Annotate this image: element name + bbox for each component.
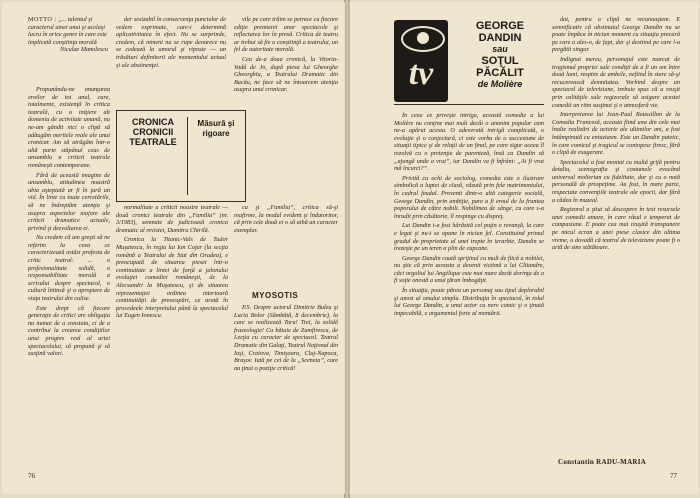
paragraph: Interpretarea lui Jean-Paul Roussillon de la Comedia Franceză, aceasta fiind una din cele mai înalte realizări de actorie ale ultimilor ani, a fost întâmpinată cu entuziasm. Este un Dandin patetic, în care comicul şi tragicul se contopesc firesc, fără o clipă de exagerare. bbox=[552, 111, 680, 157]
paragraph: Cronica la Titanic-Vals de Tudor Muşatescu, în regia lui Ion Cojar (la secţia română a Teatrului de Stat din Oradea), e preocupată de situarea piesei într-o continuitate a liniei de forţă a jalonului evoluţiei comediei româneşti, de la Alecsandri la Muşatescu, şi de situarea reprezentaţiei ordinea interioară continuităţii de preocupări, ce arată în procedeele interpretului până la spectacolul lui Eugen Ionescu. bbox=[116, 236, 228, 320]
page-number-right: 77 bbox=[670, 472, 677, 480]
paragraph: ca şi „Familia”, critica să-şi reafirme, la modul evident şi îndatoritor, că prin cele două ei o să aibă un caracter exemplar. bbox=[234, 204, 338, 234]
left-column-3-mid bbox=[234, 204, 338, 284]
title-line: sau bbox=[492, 44, 508, 54]
paragraph: Este drept că fiecare generaţie de critici are obligaţia nu numai de a constata, ci de a contribui la crearea condiţiilor unui progres real al artei spectacolului, să propună şi să susţină valori. bbox=[28, 304, 110, 358]
paragraph: Nu credem că am greşit să ne referim la ceea ce caracterizează astăzi profesia de critic teatral: ... o profesionalitate solidă, o responsabilitate morală a scrisului despre spectacol, o cultură întinsă şi o apropiere de viaţa teatrului din culise. bbox=[28, 234, 110, 303]
paragraph: Lui Dandin i-a fost hărăzită cel puţin o revanşă, la care e legat şi nu-i se opune în niciun fel. Constituind primul gradul de proprietate al unei trepte în ierarhie, Dandin se trezeşte pe un teren a plin de capcane. bbox=[394, 222, 544, 253]
section-subtitle: Măsură şi rigoare bbox=[197, 119, 235, 138]
paragraph: Cea de-a doua cronică, la Vitoria-Vadă de Jo, după piesa lui Gheorghe Gheorghiu, a Teatrului Dramatic din Bacău, ne face să ne întoarcem atenţia asupra unui cronicar. bbox=[234, 55, 338, 94]
left-column-2-top bbox=[116, 16, 226, 106]
section-header-box bbox=[116, 110, 246, 202]
right-column-1 bbox=[394, 112, 544, 462]
title-line: de Molière bbox=[477, 79, 523, 89]
paragraph: dat, pentru o clipă ne recunoaştem. E semnificativ că obstinatul George Dandin nu se poate împăca în niciun moment cu situaţia precară pe care a ales-o, de fapt, dar şi destinul pe care l-a pregătit singur. bbox=[552, 16, 680, 54]
title-line: DANDIN bbox=[478, 32, 522, 44]
paragraph: Propunându-ne anunţarea eroilor de tot anul, care, totalmente, existenţă în critica teatrală, cu o iniţiere alt domeniu de activitate umană, nu ne-am gândit nici o clipă să adăugăm meritele reale ale unui cronicar. Am să atrăgăm într-o altă parte stăpânul ceas de ansamblu a criticii teatrale româneşti contemporane. bbox=[28, 86, 110, 169]
paragraph: der sesizabil în consecvenţa punctelor de vedere exprimate, care-i determină aplicativitatea în efect. Nu se surprinde, credem, că nimeni nu se rupe deoarece nu se cedează la umorul şi riposte — un trăsături definitorii ale momentului actual şi ale abstinenţei. bbox=[116, 16, 226, 69]
paragraph: Spectacolul a fost montat cu multă grijă pentru detaliu, scenografia şi costumele evocând universul molierian cu fidelitate, dar şi cu o notă personală de prospeţime. Au fost, în mare parte, respectate convenţiile teatrale ale epocii, dar fără a cădea în muzeal. bbox=[552, 158, 680, 204]
paragraph: Fără de această imagine de ansamblu, atitudinea noastră abia aşteptată ar fi în ţară un vid. În linie cu toate cercetările, să ne îndreptăm atenţia şi asupra aspectelor majore ale criticii dramatice actuale, privind şi dezvoltarea ei. bbox=[28, 171, 110, 232]
paragraph: vile pe care trăim se petrece cu fiecare ediţie premierei unor spectacole şi reflectarea lor în presă. Critica de teatru ar trebui să fie o conştiinţă a teatrului, un fel de autoritate morală. bbox=[234, 16, 338, 54]
paragraph: În ceea ce priveşte intriga, această comedie a lui Molière nu conţine mai mult decât o anonim popular cum ne-a apărut acesta. O adeverată intrigă complicată, o evoluţie şi o conjectură, ci este vorba de o succesiune de situaţii tipice şi de relaţii de un final, pe care sigur aceea îl rezolvă cu o pretenţie de parenteză, însă ca Dandin să „ajungă unde a vrut”, iar Dandin va fi înfrânt: „Ai fi vrut mă încurci?”. bbox=[394, 112, 544, 173]
divider bbox=[187, 117, 188, 195]
page-number-left: 76 bbox=[28, 472, 35, 480]
motto-label: MOTTO : bbox=[28, 16, 57, 23]
myosotis-heading: MYOSOTIS bbox=[252, 291, 299, 300]
left-page bbox=[2, 2, 346, 494]
left-column-3-bottom bbox=[234, 304, 338, 460]
motto-text: „... talentul şi caracterul ainei unui şi acelaşi lucru în orice genre în care este implicată conştiinţa morală bbox=[28, 16, 107, 46]
paragraph: P.S. Despre actorul Dimitrie Buleu şi Lucia Bolor (Sâmbătă, 8 decembrie), la care se realizează Taru! Trei, la solidă frazeologie! Cu bătaie de Zamfirescu, de Lecţia cu caracter de spectacol. Teatrul Dramatic din Galaţi, Teatrul Naţional din Iaşi, Craiova, Timişoara, Cluj-Napoca, Braşov. Iată pe cei de la „Sceneta”, care au ţinut o poziţie critică! bbox=[234, 304, 338, 372]
left-column-1 bbox=[28, 86, 110, 460]
left-column-2-bottom bbox=[116, 204, 228, 462]
motto-author: Niculae Manolescu bbox=[60, 46, 108, 54]
title-rule bbox=[394, 104, 544, 105]
paragraph: În situaţia, poate părea un personaj sau tipul deplorabil şi anost al omului simplu. Distribuţia în spectacol, în rolul lui George Dandin, a unui actor cu nerv comic şi o ţinută impecabilă, e argumentul forte al montării. bbox=[394, 287, 544, 317]
paragraph: Indignat mereu, personajul este marcat de tragismul propriei sale condiţii de a fi un om între două lumi, respins de ambele, nefiind în stare să-şi recucerească demnitatea. Vorbind despre un spectacol de televiziune, trebuie spus că a reuşit prin calităţile sale regizorale să asigure acestei comedii un ritm susţinut şi o atmosferă vie. bbox=[552, 55, 680, 109]
right-page bbox=[349, 2, 698, 494]
right-column-2 bbox=[552, 16, 680, 454]
title-line: GEORGE bbox=[475, 20, 525, 32]
paragraph: normalitate a criticii noastre teatrale — două cronici teatrale din „Familia” (nr. 3/1983), semnate de judicioasă cronica dramatic al revistei, Dumitru Chirilă. bbox=[116, 204, 228, 234]
pupil-icon bbox=[417, 32, 429, 44]
eye-icon bbox=[401, 26, 445, 52]
article-author: Constantin RADU-MARIA bbox=[558, 458, 647, 466]
article-title bbox=[460, 20, 540, 90]
paragraph: George Dandin caută sprijinul cu mult de fiică a nobilei, nu ştie că prin aceasta a devenit victimă a lui Clitandre, căci orgoliul lui Angélique este mai mare decât dorinţa de a fi soţie onestă a unui ţăran îmbogăţit. bbox=[394, 254, 544, 285]
tv-logo bbox=[394, 20, 448, 102]
paragraph: Privită cu ochi de sociolog, comedia este o ilustrare simbolică a luptei de clasă, văzută prin fele matrimoniului, în cadrul feudal. Provenit dintr-o altă categorie socială, George Dandin, prin ambiţie, pare a fi eroul de la fruntea poporului de către nobili. Nobilimea de sânge, cu care s-a înrudit prin căsătorie, îl respinge cu dispreţ. bbox=[394, 174, 544, 220]
section-title: CRONICA CRONICII TEATRALE bbox=[129, 117, 177, 147]
title-line: SOŢUL bbox=[481, 55, 519, 67]
paragraph: Regizorul a ştiut să descopere în text resursele unei comedii amare, în care râsul e temperat de compasiune. E poate cea mai reuşită transpunere pe micul ecran a unei piese clasice din ultima vreme, o dovadă că teatrul de televiziune poate fi o artă de sine stătătoare. bbox=[552, 206, 680, 252]
tv-letters: tv bbox=[408, 55, 434, 92]
title-line: PĂCĂLIT bbox=[476, 67, 524, 79]
left-column-3-top bbox=[234, 16, 338, 202]
motto bbox=[28, 16, 108, 54]
